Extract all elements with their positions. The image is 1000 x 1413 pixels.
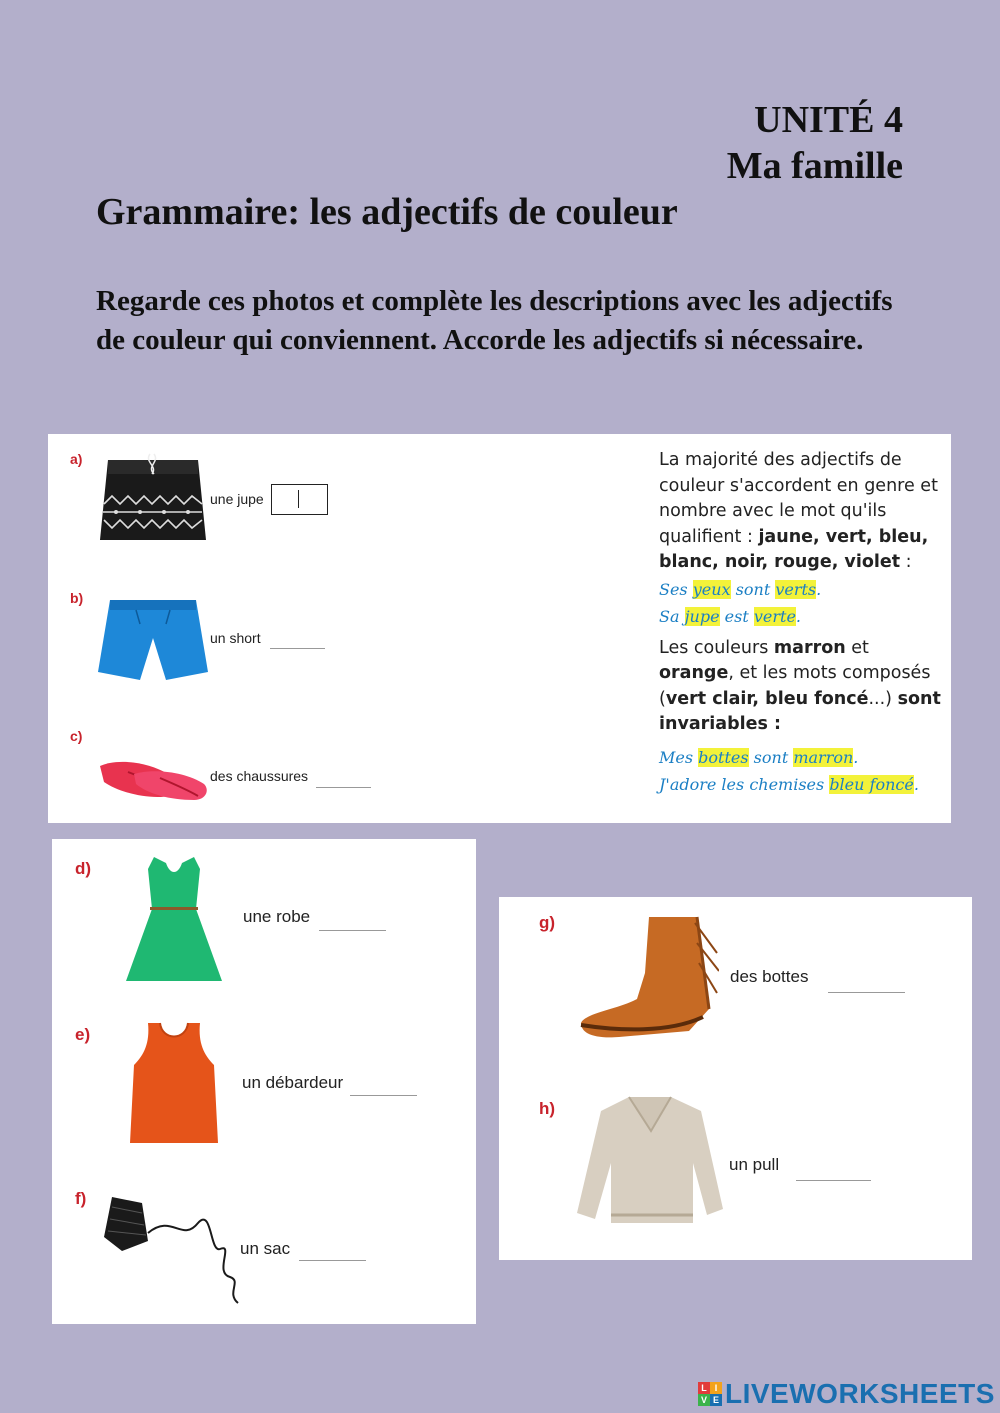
item-letter-g: g) (539, 913, 556, 932)
answer-blank-d[interactable] (319, 930, 386, 931)
exercise-panel-1 (48, 434, 951, 823)
rule-invariable: Les couleurs marron et orange, et les mots composés (vert clair, bleu foncé...) sont invariables : (659, 637, 941, 734)
answer-blank-e[interactable] (350, 1095, 417, 1096)
item-label-a: une jupe (210, 491, 264, 507)
skirt-image (98, 452, 208, 544)
example-3: Mes bottes sont marron. (659, 747, 859, 767)
shoes-image (98, 752, 210, 804)
exercise-panel-2 (52, 839, 476, 1324)
item-label-b: un short (210, 630, 261, 646)
item-label-f: un sac (240, 1239, 291, 1258)
item-label-g: des bottes (730, 967, 809, 986)
liveworksheets-logo (698, 1378, 995, 1410)
rule-adjectives: jaune, vert, bleu, blanc, noir, rouge, violet (659, 526, 929, 572)
sweater-image (575, 1091, 725, 1231)
answer-blank-f[interactable] (299, 1260, 366, 1261)
example-1: Ses yeux sont verts. (659, 579, 822, 599)
unit-subtitle: Ma famille (726, 145, 903, 187)
item-label-h: un pull (729, 1155, 780, 1174)
answer-blank-c[interactable] (316, 787, 371, 788)
answer-blank-b[interactable] (270, 648, 325, 649)
item-letter-b: b) (70, 590, 84, 606)
answer-blank-h[interactable] (796, 1180, 871, 1181)
rule-intro: La majorité des adjectifs de couleur s'accordent en genre et nombre avec le mot qu'ils qualifient : (659, 450, 938, 547)
grammar-heading: Grammaire: les adjectifs de couleur (96, 191, 678, 233)
rule-colon: : (900, 552, 912, 572)
bag-image (102, 1193, 242, 1309)
item-letter-a: a) (70, 451, 83, 467)
item-letter-c: c) (70, 728, 83, 744)
dress-image (124, 853, 224, 985)
unit-title: UNITÉ 4 (754, 99, 903, 141)
item-letter-d: d) (75, 859, 92, 878)
exercise-panel-3 (499, 897, 972, 1260)
item-letter-f: f) (75, 1189, 87, 1208)
answer-blank-g[interactable] (828, 992, 905, 993)
logo-icon: L I V E (698, 1382, 722, 1406)
example-4: J'adore les chemises bleu foncé. (659, 774, 919, 794)
logo-text: LIVEWORKSHEETS (725, 1378, 995, 1409)
item-letter-e: e) (75, 1025, 91, 1044)
item-label-d: une robe (243, 907, 311, 926)
item-label-c: des chaussures (210, 768, 309, 784)
answer-input-a[interactable] (271, 484, 328, 515)
tank-top-image (126, 1021, 222, 1145)
boots-image (579, 913, 719, 1043)
item-label-e: un débardeur (242, 1073, 344, 1092)
grammar-rule-box (659, 448, 949, 798)
item-letter-h: h) (539, 1099, 556, 1118)
example-2: Sa jupe est verte. (659, 606, 802, 626)
shorts-image (96, 594, 210, 684)
instruction-text: Regarde ces photos et complète les descriptions avec les adjectifs de couleur qui conviennent. Accorde les adjectifs si nécessaire. (96, 285, 893, 356)
